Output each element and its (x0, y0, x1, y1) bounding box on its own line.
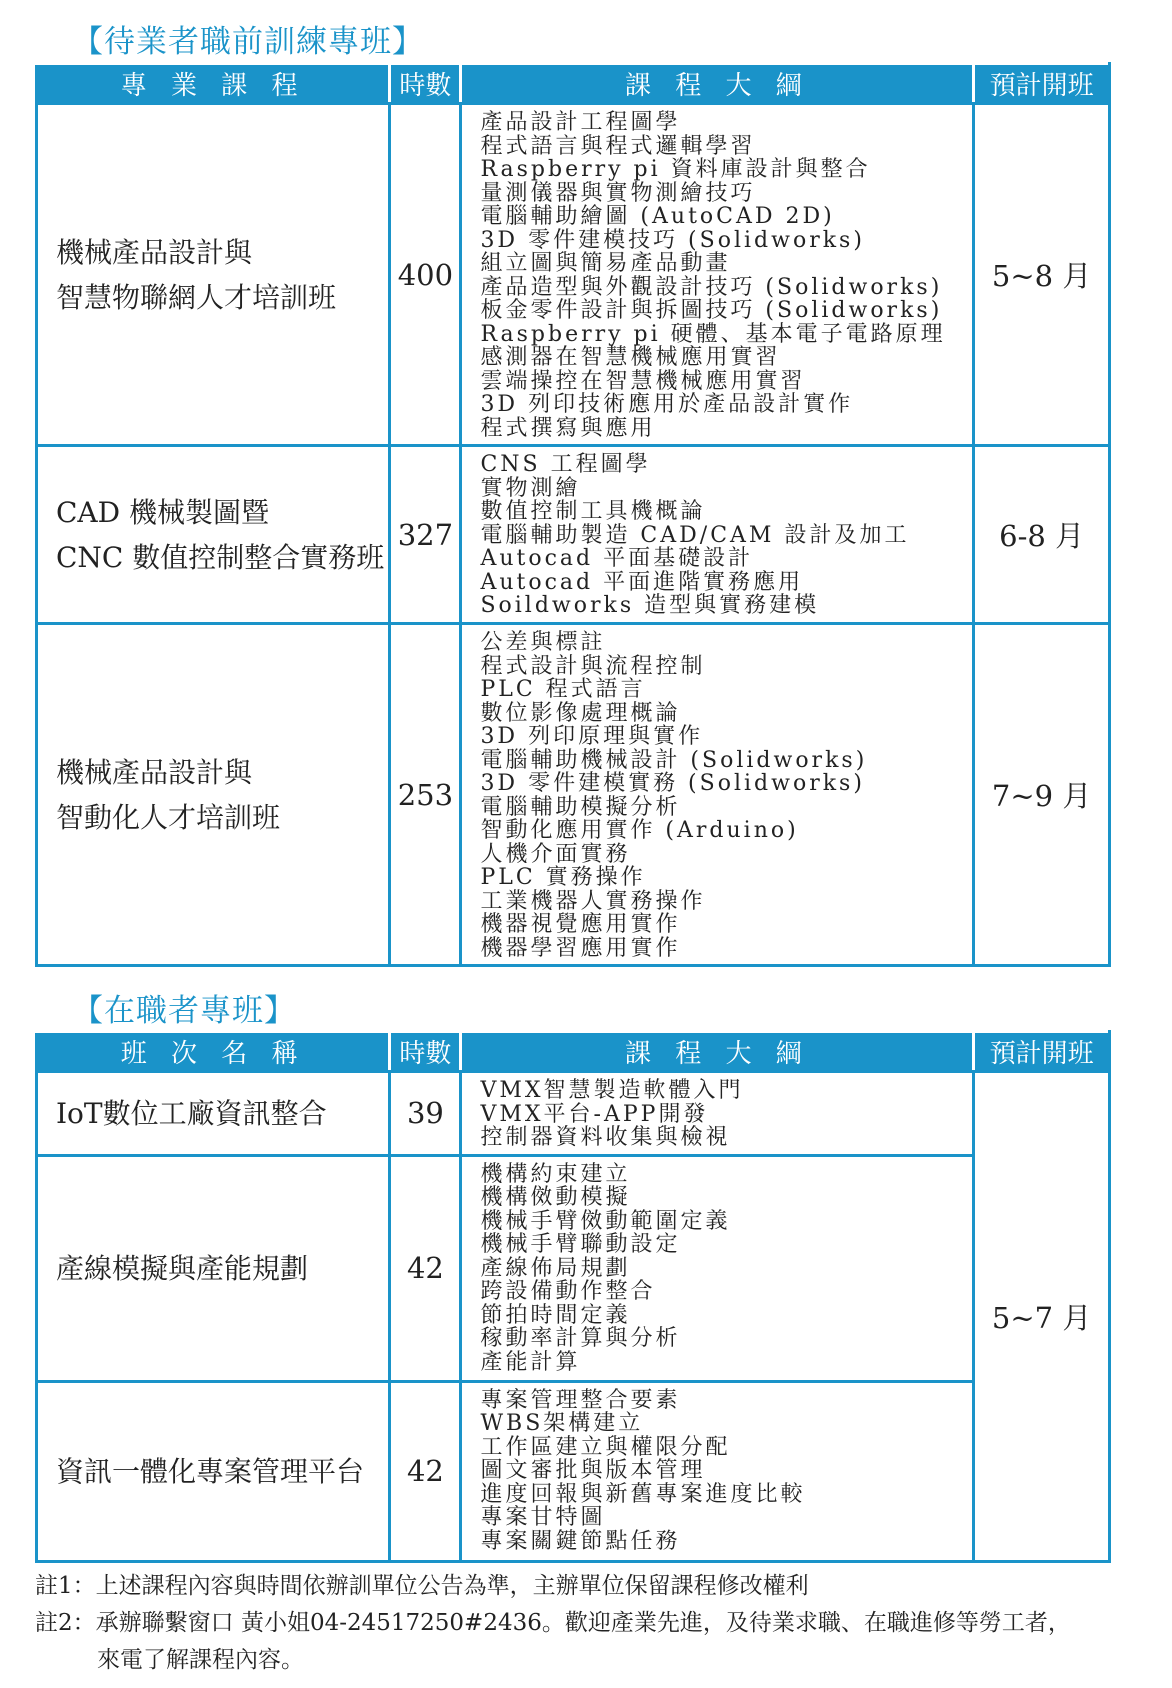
course-hours: 327 (390, 446, 461, 624)
header-class-name: 班 次 名 稱 (37, 1032, 390, 1072)
outline-item: 感測器在智慧機械應用實習 (480, 345, 781, 370)
outline-item: Raspberry pi 硬體、基本電子電路原理 (480, 321, 946, 347)
outline-item: 3D 零件建模技巧 (Solidworks) (480, 227, 865, 253)
outline-item: 機構傚動模擬 (480, 1185, 631, 1210)
outline-item: 控制器資料收集與檢視 (480, 1125, 731, 1150)
employed-course-table (35, 1030, 1111, 1563)
outline-item: 程式語言與程式邏輯學習 (480, 133, 756, 159)
header-start: 預計開班 (974, 64, 1110, 104)
note-2-continued: 來電了解課程內容。 (97, 1647, 304, 1673)
footnotes (35, 1568, 1071, 1679)
outline-item: Raspberry pi 資料庫設計與整合 (480, 157, 871, 182)
course-name: CAD 機械製圖暨 CNC 數值控制整合實務班 (37, 446, 390, 624)
course-hours: 253 (390, 624, 461, 966)
outline-item: VMX平台-APP開發 (480, 1101, 709, 1127)
outline-item: 數值控制工具機概論 (480, 499, 706, 524)
outline-item: 機器視覺應用實作 (480, 912, 681, 937)
course-outline (461, 1381, 974, 1561)
unemployed-course-table (35, 62, 1111, 967)
outline-item: 3D 列印技術應用於產品設計實作 (480, 392, 854, 417)
outline-item: 數位影像處理概論 (480, 700, 681, 726)
header-course: 專 業 課 程 (37, 64, 390, 104)
course-name: 產線模擬與產能規劃 (37, 1155, 390, 1381)
table-header-row (37, 64, 1110, 104)
outline-item: 電腦輔助繪圖 (AutoCAD 2D) (480, 204, 835, 229)
outline-item: 程式撰寫與應用 (480, 415, 656, 441)
outline-item: 機器學習應用實作 (480, 935, 681, 961)
outline-item: 產能計算 (480, 1349, 581, 1375)
outline-item: VMX智慧製造軟體入門 (480, 1078, 744, 1103)
outline-item: 機械手臂傚動範圍定義 (480, 1208, 731, 1234)
outline-item: PLC 程式語言 (480, 677, 646, 702)
outline-item: 電腦輔助機械設計 (Solidworks) (480, 747, 868, 773)
course-outline (461, 624, 974, 966)
outline-item: PLC 實務操作 (480, 865, 646, 890)
outline-item: 公差與標註 (480, 630, 606, 655)
outline-item: 電腦輔助模擬分析 (480, 794, 681, 820)
outline-item: 工作區建立與權限分配 (480, 1434, 731, 1460)
outline-item: 稼動率計算與分析 (480, 1326, 681, 1351)
header-outline: 課 程 大 綱 (461, 1032, 974, 1072)
course-outline (461, 104, 974, 446)
header-outline: 課 程 大 綱 (461, 64, 974, 104)
outline-item: 專案管理整合要素 (480, 1387, 681, 1413)
header-hours: 時數 (390, 1032, 461, 1072)
outline-item: 板金零件設計與拆圖技巧 (Solidworks) (480, 298, 943, 323)
table-row (37, 104, 1110, 446)
table-row (37, 1072, 1110, 1156)
outline-item: 專案關鍵節點任務 (480, 1528, 681, 1554)
course-outline (461, 446, 974, 624)
outline-item: 電腦輔助製造 CAD/CAM 設計及加工 (480, 522, 910, 548)
course-hours: 400 (390, 104, 461, 446)
outline-item: 智動化應用實作 (Arduino) (480, 818, 799, 843)
table-header-row (37, 1032, 1110, 1072)
outline-item: 實物測繪 (480, 475, 581, 501)
course-hours: 42 (390, 1155, 461, 1381)
course-hours: 42 (390, 1381, 461, 1561)
course-name: 資訊一體化專案管理平台 (37, 1381, 390, 1561)
note-1: 註1：上述課程內容與時間依辦訓單位公告為準，主辦單位保留課程修改權利 (35, 1573, 809, 1599)
outline-item: 產線佈局規劃 (480, 1255, 631, 1281)
course-start-month: 6-8 月 (974, 446, 1110, 624)
table-row (37, 1155, 1110, 1381)
course-name: IoT數位工廠資訊整合 (37, 1072, 390, 1156)
outline-item: 跨設備動作整合 (480, 1279, 656, 1304)
outline-item: CNS 工程圖學 (480, 452, 651, 477)
course-name: 機械產品設計與 智慧物聯網人才培訓班 (37, 104, 390, 446)
outline-item: Autocad 平面基礎設計 (480, 546, 754, 571)
outline-item: 工業機器人實務操作 (480, 888, 706, 914)
outline-item: 量測儀器與實物測繪技巧 (480, 180, 756, 206)
course-start-month: 5~8 月 (974, 104, 1110, 446)
note-2: 註2：承辦聯繫窗口 黃小姐04-24517250#2436。歡迎產業先進，及待業求職、在職進修等勞工者， (35, 1610, 1071, 1636)
course-outline (461, 1072, 974, 1156)
outline-item: 組立圖與簡易產品動畫 (480, 251, 731, 276)
header-hours: 時數 (390, 64, 461, 104)
course-start-month: 7~9 月 (974, 624, 1110, 966)
outline-item: 3D 零件建模實務 (Solidworks) (480, 771, 865, 796)
outline-item: WBS架構建立 (480, 1411, 644, 1436)
outline-item: 專案甘特圖 (480, 1505, 606, 1530)
course-name: 機械產品設計與 智動化人才培訓班 (37, 624, 390, 966)
outline-item: 進度回報與新舊專案進度比較 (480, 1481, 806, 1507)
course-hours: 39 (390, 1072, 461, 1156)
header-start: 預計開班 (974, 1032, 1110, 1072)
outline-item: 機構約束建立 (480, 1161, 631, 1187)
outline-item: Autocad 平面進階實務應用 (480, 569, 804, 595)
outline-item: 雲端操控在智慧機械應用實習 (480, 368, 806, 394)
outline-item: 節拍時間定義 (480, 1302, 631, 1328)
outline-item: 3D 列印原理與實作 (480, 724, 704, 749)
table-row (37, 446, 1110, 624)
outline-item: 圖文審批與版本管理 (480, 1458, 706, 1483)
outline-item: 產品造型與外觀設計技巧 (Solidworks) (480, 274, 943, 300)
table-row (37, 1381, 1110, 1561)
course-outline (461, 1155, 974, 1381)
outline-item: 程式設計與流程控制 (480, 653, 706, 679)
table-row (37, 624, 1110, 966)
section-title-unemployed: 【待業者職前訓練專班】 (72, 24, 424, 60)
course-start-month: 5~7 月 (974, 1072, 1110, 1562)
outline-item: 產品設計工程圖學 (480, 110, 681, 135)
outline-item: 人機介面實務 (480, 841, 631, 867)
section-title-employed: 【在職者專班】 (72, 993, 296, 1029)
outline-item: 機械手臂聯動設定 (480, 1232, 681, 1257)
outline-item: Soildworks 造型與實務建模 (480, 593, 820, 618)
